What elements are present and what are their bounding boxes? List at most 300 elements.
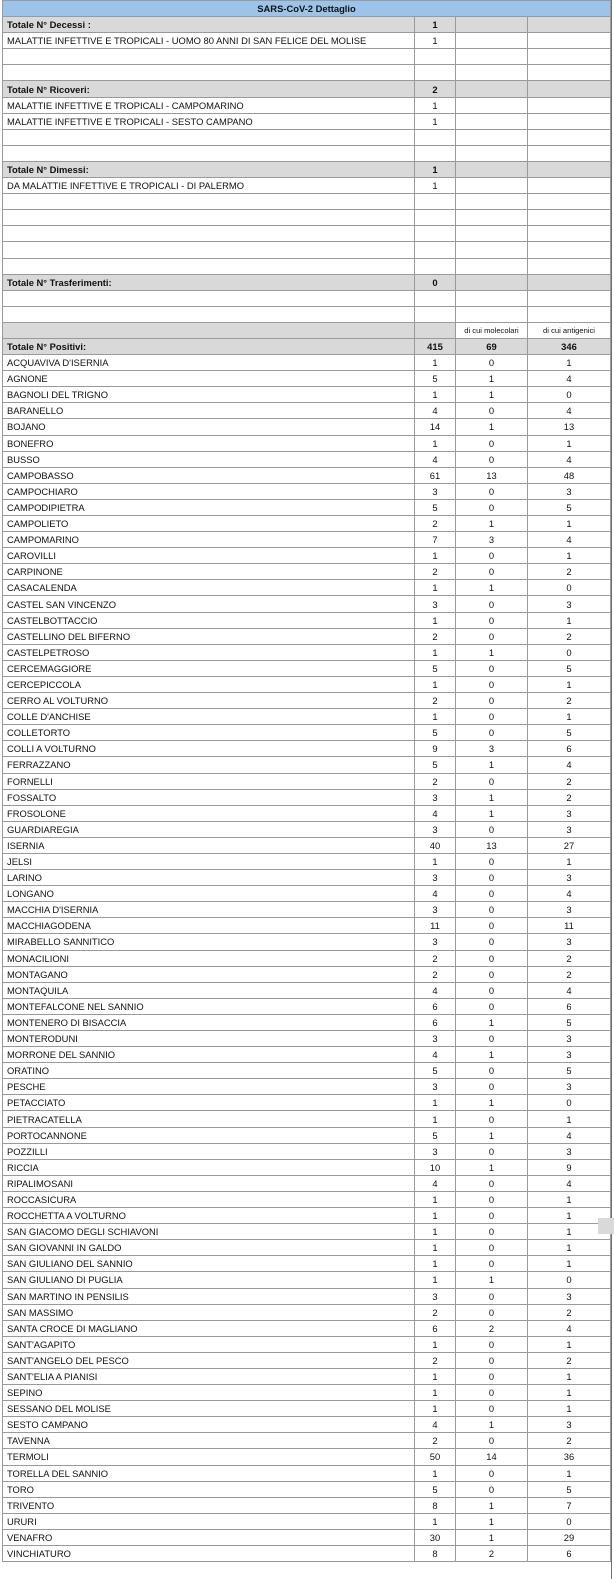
comune-antigenici: 27 — [528, 837, 611, 853]
comune-molecolari: 0 — [456, 821, 528, 837]
comune-antigenici: 0 — [528, 580, 611, 596]
comune-molecolari: 1 — [456, 1047, 528, 1063]
comune-name: CAMPOCHIARO — [3, 483, 415, 499]
comune-name: SANT'ELIA A PIANISI — [3, 1368, 415, 1384]
comune-antigenici: 3 — [528, 805, 611, 821]
comune-molecolari: 0 — [456, 1175, 528, 1191]
comune-antigenici: 0 — [528, 1513, 611, 1529]
comune-antigenici: 3 — [528, 1417, 611, 1433]
comune-antigenici: 2 — [528, 773, 611, 789]
decessi-item-count: 1 — [415, 33, 456, 49]
comune-row — [3, 853, 611, 869]
comune-antigenici: 1 — [528, 1111, 611, 1127]
comune-molecolari: 3 — [456, 741, 528, 757]
comune-total: 50 — [415, 1449, 456, 1465]
comune-molecolari: 0 — [456, 1352, 528, 1368]
decessi-item-row — [3, 33, 611, 49]
comune-total: 1 — [415, 1385, 456, 1401]
comune-name: MONTERODUNI — [3, 1031, 415, 1047]
comune-molecolari: 0 — [456, 1224, 528, 1240]
comune-row — [3, 387, 611, 403]
comune-molecolari: 0 — [456, 725, 528, 741]
comune-total: 1 — [415, 1401, 456, 1417]
comune-name: MONTEFALCONE NEL SANNIO — [3, 998, 415, 1014]
comune-total: 1 — [415, 1465, 456, 1481]
comune-name: CERRO AL VOLTURNO — [3, 693, 415, 709]
comune-total: 3 — [415, 483, 456, 499]
comune-total: 5 — [415, 757, 456, 773]
comune-total: 1 — [415, 1272, 456, 1288]
comune-antigenici: 2 — [528, 950, 611, 966]
comune-name: MACCHIA D'ISERNIA — [3, 902, 415, 918]
comune-molecolari: 0 — [456, 1433, 528, 1449]
comune-molecolari: 1 — [456, 371, 528, 387]
empty-row — [3, 129, 611, 145]
comune-total: 5 — [415, 499, 456, 515]
positivi-total-molecolari: 69 — [456, 338, 528, 354]
comune-antigenici: 2 — [528, 693, 611, 709]
comune-row — [3, 1320, 611, 1336]
empty-row — [3, 145, 611, 161]
comune-antigenici: 3 — [528, 934, 611, 950]
ricoveri-item-count: 1 — [415, 113, 456, 129]
comune-antigenici: 5 — [528, 1014, 611, 1030]
comune-molecolari: 14 — [456, 1449, 528, 1465]
comune-antigenici: 3 — [528, 1288, 611, 1304]
comune-molecolari: 0 — [456, 1031, 528, 1047]
comune-name: CAMPODIPIETRA — [3, 499, 415, 515]
comune-molecolari: 0 — [456, 1336, 528, 1352]
ricoveri-item-row — [3, 97, 611, 113]
comune-molecolari: 0 — [456, 950, 528, 966]
comune-total: 1 — [415, 1336, 456, 1352]
comune-total: 1 — [415, 1224, 456, 1240]
comune-total: 2 — [415, 1304, 456, 1320]
dimessi-total: 1 — [415, 161, 456, 177]
trasferimenti-total: 0 — [415, 274, 456, 290]
comune-antigenici: 1 — [528, 853, 611, 869]
comune-molecolari: 0 — [456, 934, 528, 950]
empty-row — [3, 306, 611, 322]
comune-row — [3, 1465, 611, 1481]
comune-molecolari: 0 — [456, 1111, 528, 1127]
comune-total: 5 — [415, 660, 456, 676]
comune-total: 5 — [415, 1481, 456, 1497]
comune-name: SAN MASSIMO — [3, 1304, 415, 1320]
comune-row — [3, 1368, 611, 1384]
comune-total: 4 — [415, 1047, 456, 1063]
comune-antigenici: 1 — [528, 1191, 611, 1207]
empty-row — [3, 210, 611, 226]
comune-name: TORO — [3, 1481, 415, 1497]
comune-row — [3, 1208, 611, 1224]
comune-antigenici: 1 — [528, 1224, 611, 1240]
comune-molecolari: 1 — [456, 419, 528, 435]
comune-antigenici: 2 — [528, 789, 611, 805]
dimessi-label: Totale N° Dimessi: — [3, 161, 415, 177]
comune-total: 1 — [415, 580, 456, 596]
comune-antigenici: 0 — [528, 1272, 611, 1288]
comune-antigenici: 2 — [528, 966, 611, 982]
comune-molecolari: 0 — [456, 693, 528, 709]
comune-row — [3, 499, 611, 515]
comune-row — [3, 1352, 611, 1368]
comune-name: SAN GIOVANNI IN GALDO — [3, 1240, 415, 1256]
comune-name: BONEFRO — [3, 435, 415, 451]
comune-total: 1 — [415, 709, 456, 725]
comune-total: 4 — [415, 403, 456, 419]
comune-row — [3, 950, 611, 966]
comune-total: 2 — [415, 564, 456, 580]
comune-molecolari: 0 — [456, 1208, 528, 1224]
comune-antigenici: 3 — [528, 596, 611, 612]
comune-antigenici: 6 — [528, 998, 611, 1014]
comune-molecolari: 1 — [456, 387, 528, 403]
comune-name: SANTA CROCE DI MAGLIANO — [3, 1320, 415, 1336]
comune-molecolari: 0 — [456, 483, 528, 499]
comune-molecolari: 0 — [456, 1143, 528, 1159]
comune-row — [3, 532, 611, 548]
trasferimenti-total-row — [3, 274, 611, 290]
decessi-item-desc: MALATTIE INFETTIVE E TROPICALI - UOMO 80 ANNI DI SAN FELICE DEL MOLISE — [3, 33, 415, 49]
comune-total: 2 — [415, 693, 456, 709]
comune-row — [3, 516, 611, 532]
comune-row — [3, 1127, 611, 1143]
dimessi-item-count: 1 — [415, 178, 456, 194]
comune-total: 10 — [415, 1159, 456, 1175]
comune-name: CERCEPICCOLA — [3, 676, 415, 692]
comune-antigenici: 1 — [528, 355, 611, 371]
comune-name: CASTELPETROSO — [3, 644, 415, 660]
comune-total: 1 — [415, 1191, 456, 1207]
comune-row — [3, 773, 611, 789]
comune-name: BAGNOLI DEL TRIGNO — [3, 387, 415, 403]
comune-total: 4 — [415, 805, 456, 821]
comune-row — [3, 644, 611, 660]
comune-row — [3, 355, 611, 371]
comune-total: 5 — [415, 1063, 456, 1079]
comune-total: 4 — [415, 1175, 456, 1191]
comune-name: CASTEL SAN VINCENZO — [3, 596, 415, 612]
comune-name: COLLETORTO — [3, 725, 415, 741]
comune-name: RICCIA — [3, 1159, 415, 1175]
comune-total: 40 — [415, 837, 456, 853]
sars-cov-2-detail-table — [2, 0, 611, 1562]
comune-row — [3, 676, 611, 692]
comune-molecolari: 0 — [456, 628, 528, 644]
comune-name: BOJANO — [3, 419, 415, 435]
comune-row — [3, 1047, 611, 1063]
comune-name: MONACILIONI — [3, 950, 415, 966]
comune-molecolari: 13 — [456, 467, 528, 483]
comune-row — [3, 1095, 611, 1111]
comune-antigenici: 1 — [528, 1401, 611, 1417]
comune-total: 6 — [415, 1014, 456, 1030]
comune-molecolari: 0 — [456, 709, 528, 725]
dimessi-item-row — [3, 178, 611, 194]
comune-row — [3, 1191, 611, 1207]
empty-row — [3, 290, 611, 306]
comune-antigenici: 4 — [528, 1175, 611, 1191]
comune-name: BARANELLO — [3, 403, 415, 419]
comune-name: ROCCASICURA — [3, 1191, 415, 1207]
comune-molecolari: 0 — [456, 966, 528, 982]
comune-row — [3, 934, 611, 950]
comune-antigenici: 3 — [528, 902, 611, 918]
comune-name: FORNELLI — [3, 773, 415, 789]
comune-total: 1 — [415, 1256, 456, 1272]
ricoveri-item-row — [3, 113, 611, 129]
comune-antigenici: 3 — [528, 1079, 611, 1095]
comune-name: COLLI A VOLTURNO — [3, 741, 415, 757]
comune-total: 1 — [415, 387, 456, 403]
comune-total: 14 — [415, 419, 456, 435]
comune-row — [3, 693, 611, 709]
comune-antigenici: 9 — [528, 1159, 611, 1175]
comune-total: 3 — [415, 821, 456, 837]
comune-antigenici: 5 — [528, 1481, 611, 1497]
dimessi-item-desc: DA MALATTIE INFETTIVE E TROPICALI - DI PALERMO — [3, 178, 415, 194]
comune-total: 9 — [415, 741, 456, 757]
comune-row — [3, 886, 611, 902]
comune-molecolari: 0 — [456, 1079, 528, 1095]
comune-total: 1 — [415, 612, 456, 628]
comune-molecolari: 0 — [456, 660, 528, 676]
comune-total: 3 — [415, 934, 456, 950]
comune-molecolari: 1 — [456, 1529, 528, 1545]
comune-molecolari: 1 — [456, 1095, 528, 1111]
comune-molecolari: 1 — [456, 580, 528, 596]
comune-name: PORTOCANNONE — [3, 1127, 415, 1143]
comune-row — [3, 902, 611, 918]
ricoveri-total: 2 — [415, 81, 456, 97]
positivi-total-antigenici: 346 — [528, 338, 611, 354]
comune-name: VINCHIATURO — [3, 1546, 415, 1562]
comune-total: 3 — [415, 1031, 456, 1047]
comune-molecolari: 0 — [456, 886, 528, 902]
comune-row — [3, 1529, 611, 1545]
comune-molecolari: 0 — [456, 596, 528, 612]
comune-antigenici: 4 — [528, 1320, 611, 1336]
comune-molecolari: 0 — [456, 676, 528, 692]
comune-antigenici: 3 — [528, 821, 611, 837]
comune-molecolari: 0 — [456, 1401, 528, 1417]
comune-molecolari: 0 — [456, 548, 528, 564]
comune-total: 2 — [415, 516, 456, 532]
ricoveri-total-row — [3, 81, 611, 97]
comune-antigenici: 1 — [528, 516, 611, 532]
comune-name: RIPALIMOSANI — [3, 1175, 415, 1191]
comune-name: SAN MARTINO IN PENSILIS — [3, 1288, 415, 1304]
comune-antigenici: 5 — [528, 499, 611, 515]
comune-row — [3, 1546, 611, 1562]
comune-row — [3, 596, 611, 612]
comune-antigenici: 5 — [528, 725, 611, 741]
comune-row — [3, 709, 611, 725]
comune-row — [3, 966, 611, 982]
comune-antigenici: 48 — [528, 467, 611, 483]
trasferimenti-label: Totale N° Trasferimenti: — [3, 274, 415, 290]
comune-molecolari: 0 — [456, 1304, 528, 1320]
comune-name: PETACCIATO — [3, 1095, 415, 1111]
comune-name: MONTAQUILA — [3, 982, 415, 998]
comune-total: 1 — [415, 355, 456, 371]
comune-name: SAN GIACOMO DEGLI SCHIAVONI — [3, 1224, 415, 1240]
comune-total: 4 — [415, 1417, 456, 1433]
comune-row — [3, 1417, 611, 1433]
comune-row — [3, 1175, 611, 1191]
comune-row — [3, 419, 611, 435]
comune-row — [3, 1336, 611, 1352]
comune-total: 8 — [415, 1546, 456, 1562]
comune-molecolari: 0 — [456, 1385, 528, 1401]
comune-total: 1 — [415, 644, 456, 660]
comune-antigenici: 1 — [528, 709, 611, 725]
comune-name: SANT'ANGELO DEL PESCO — [3, 1352, 415, 1368]
comune-name: CARPINONE — [3, 564, 415, 580]
comune-row — [3, 660, 611, 676]
dimessi-total-row — [3, 161, 611, 177]
comune-row — [3, 1014, 611, 1030]
comune-molecolari: 0 — [456, 998, 528, 1014]
comune-antigenici: 29 — [528, 1529, 611, 1545]
empty-row — [3, 242, 611, 258]
positivi-label: Totale N° Positivi: — [3, 338, 415, 354]
comune-name: CASTELLINO DEL BIFERNO — [3, 628, 415, 644]
comune-antigenici: 4 — [528, 403, 611, 419]
comune-name: CAMPOMARINO — [3, 532, 415, 548]
comune-molecolari: 0 — [456, 451, 528, 467]
comune-antigenici: 1 — [528, 1240, 611, 1256]
comune-molecolari: 2 — [456, 1320, 528, 1336]
empty-row — [3, 65, 611, 81]
comune-name: JELSI — [3, 853, 415, 869]
comune-name: CASACALENDA — [3, 580, 415, 596]
comune-total: 1 — [415, 1095, 456, 1111]
comune-row — [3, 757, 611, 773]
comune-name: CERCEMAGGIORE — [3, 660, 415, 676]
comune-row — [3, 580, 611, 596]
comune-name: TORELLA DEL SANNIO — [3, 1465, 415, 1481]
comune-molecolari: 0 — [456, 499, 528, 515]
comune-molecolari: 0 — [456, 853, 528, 869]
comune-total: 1 — [415, 853, 456, 869]
comune-row — [3, 564, 611, 580]
comune-name: TRIVENTO — [3, 1497, 415, 1513]
comune-row — [3, 1079, 611, 1095]
comune-total: 1 — [415, 435, 456, 451]
comune-row — [3, 1224, 611, 1240]
comune-row — [3, 1063, 611, 1079]
comune-total: 2 — [415, 966, 456, 982]
comune-molecolari: 1 — [456, 1513, 528, 1529]
comune-row — [3, 1513, 611, 1529]
comune-antigenici: 1 — [528, 1336, 611, 1352]
comune-antigenici: 4 — [528, 1127, 611, 1143]
comune-total: 2 — [415, 773, 456, 789]
comune-name: PIETRACATELLA — [3, 1111, 415, 1127]
comune-molecolari: 0 — [456, 1191, 528, 1207]
comune-row — [3, 451, 611, 467]
comune-row — [3, 725, 611, 741]
comune-molecolari: 0 — [456, 918, 528, 934]
empty-row — [3, 194, 611, 210]
comune-total: 3 — [415, 1079, 456, 1095]
comune-row — [3, 483, 611, 499]
comune-molecolari: 1 — [456, 789, 528, 805]
comune-total: 61 — [415, 467, 456, 483]
comune-molecolari: 0 — [456, 773, 528, 789]
comune-name: SESTO CAMPANO — [3, 1417, 415, 1433]
comune-name: FERRAZZANO — [3, 757, 415, 773]
comune-name: BUSSO — [3, 451, 415, 467]
comune-name: URURI — [3, 1513, 415, 1529]
comune-molecolari: 0 — [456, 612, 528, 628]
title-row — [3, 1, 611, 17]
comune-antigenici: 0 — [528, 1095, 611, 1111]
comune-antigenici: 13 — [528, 419, 611, 435]
comune-total: 1 — [415, 1513, 456, 1529]
decessi-total-row — [3, 17, 611, 33]
comune-antigenici: 11 — [528, 918, 611, 934]
comune-molecolari: 0 — [456, 982, 528, 998]
comune-antigenici: 7 — [528, 1497, 611, 1513]
comune-antigenici: 3 — [528, 1031, 611, 1047]
comune-molecolari: 0 — [456, 870, 528, 886]
comune-antigenici: 1 — [528, 1385, 611, 1401]
comune-antigenici: 2 — [528, 1433, 611, 1449]
comune-row — [3, 1111, 611, 1127]
comune-molecolari: 0 — [456, 403, 528, 419]
comune-name: SAN GIULIANO DEL SANNIO — [3, 1256, 415, 1272]
comune-row — [3, 1497, 611, 1513]
comune-name: CAMPOLIETO — [3, 516, 415, 532]
empty-row — [3, 226, 611, 242]
comune-total: 8 — [415, 1497, 456, 1513]
comune-molecolari: 1 — [456, 757, 528, 773]
comune-molecolari: 0 — [456, 1288, 528, 1304]
comune-name: SEPINO — [3, 1385, 415, 1401]
comune-molecolari: 0 — [456, 1256, 528, 1272]
table-title: SARS-CoV-2 Dettaglio — [3, 1, 611, 17]
comune-antigenici: 0 — [528, 644, 611, 660]
comune-molecolari: 0 — [456, 1240, 528, 1256]
comune-molecolari: 1 — [456, 516, 528, 532]
comune-row — [3, 918, 611, 934]
comune-antigenici: 2 — [528, 1304, 611, 1320]
comune-antigenici: 1 — [528, 548, 611, 564]
comune-antigenici: 1 — [528, 1256, 611, 1272]
comune-name: MACCHIAGODENA — [3, 918, 415, 934]
comune-antigenici: 5 — [528, 1063, 611, 1079]
sheet-edge-cell — [598, 1218, 614, 1234]
comune-antigenici: 1 — [528, 1465, 611, 1481]
comune-total: 6 — [415, 998, 456, 1014]
comune-row — [3, 837, 611, 853]
comune-total: 5 — [415, 371, 456, 387]
comune-total: 3 — [415, 870, 456, 886]
comune-antigenici: 4 — [528, 451, 611, 467]
comune-row — [3, 998, 611, 1014]
comune-row — [3, 1031, 611, 1047]
comune-total: 7 — [415, 532, 456, 548]
comune-total: 3 — [415, 789, 456, 805]
comune-antigenici: 3 — [528, 483, 611, 499]
comune-antigenici: 4 — [528, 371, 611, 387]
comune-row — [3, 435, 611, 451]
comune-antigenici: 6 — [528, 741, 611, 757]
comune-row — [3, 628, 611, 644]
